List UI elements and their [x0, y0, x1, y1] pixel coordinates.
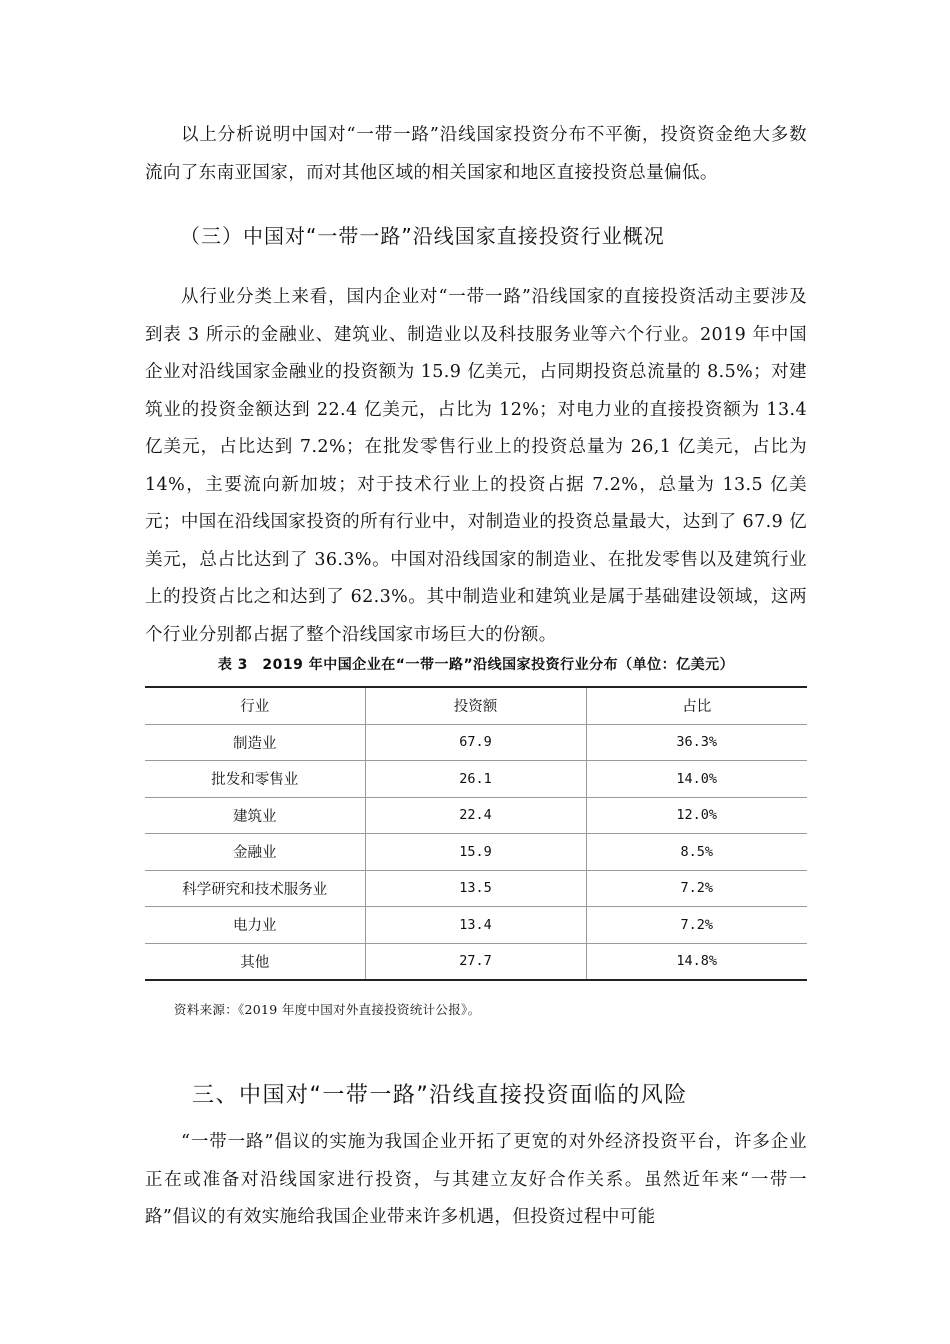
table-row: [145, 907, 807, 944]
table-row: [145, 761, 807, 798]
paragraph-analysis-summary: 以上分析说明中国对“一带一路”沿线国家投资分布不平衡，投资资金绝大多数流向了东南亚国家，而对其他区域的相关国家和地区直接投资总量偏低。: [145, 125, 807, 183]
cell-investment: 27.7: [365, 943, 586, 980]
cell-investment: 13.4: [365, 907, 586, 944]
table-row: [145, 724, 807, 761]
cell-share: 7.2%: [586, 907, 807, 944]
cell-share: 14.0%: [586, 761, 807, 798]
cell-investment: 15.9: [365, 834, 586, 871]
paragraph-industry-overview: 从行业分类上来看，国内企业对“一带一路”沿线国家的直接投资活动主要涉及到表 3 所示的金融业、建筑业、制造业以及科技服务业等六个行业。2019 年中国企业对沿线国家金融业的投资额为 15.9 亿美元，占同期投资总流量的 8.5%；对建筑业的投资金额达到 22.4 亿美元，占比为 12%；对电力业的直接投资额为 13.4 亿美元，占比达到 7.2%；在批发零售行业上的投资总量为 26,1 亿美元，占比为 14%，主要流向新加坡；对于技术行业上的投资占据 7.2%，总量为 13.5 亿美元；中国在沿线国家投资的所有行业中，对制造业的投资总量最大，达到了 67.9 亿美元，总占比达到了 36.3%。中国对沿线国家的制造业、在批发零售以及建筑行业上的投资占比之和达到了 62.3%。其中制造业和建筑业是属于基础建设领域，这两个行业分别都占据了整个沿线国家市场巨大的份额。: [145, 287, 807, 645]
paragraph-risk-intro: “一带一路”倡议的实施为我国企业开拓了更宽的对外经济投资平台，许多企业正在或准备对沿线国家进行投资，与其建立友好合作关系。虽然近年来“一带一路”倡议的有效实施给我国企业带来许多机遇，但投资过程中可能: [145, 1132, 807, 1227]
table-row: [145, 797, 807, 834]
cell-share: 14.8%: [586, 943, 807, 980]
table-row: [145, 943, 807, 980]
table-header-row: [145, 687, 807, 724]
table-caption: 表 3 2019 年中国企业在“一带一路”沿线国家投资行业分布（单位：亿美元）: [217, 657, 735, 673]
table-source-note: 资料来源：《2019 年度中国对外直接投资统计公报》。: [174, 1002, 481, 1017]
cell-share: 8.5%: [586, 834, 807, 871]
table-row: [145, 870, 807, 907]
header-investment: 投资额: [365, 687, 586, 724]
cell-share: 12.0%: [586, 797, 807, 834]
section-subheading: （三）中国对“一带一路”沿线国家直接投资行业概况: [180, 224, 665, 248]
table-row: [145, 834, 807, 871]
cell-industry: 电力业: [233, 918, 277, 935]
cell-industry: 金融业: [233, 845, 277, 862]
cell-industry: 批发和零售业: [211, 772, 299, 789]
cell-share: 36.3%: [586, 724, 807, 761]
cell-industry: 科学研究和技术服务业: [182, 881, 328, 898]
cell-industry: 其他: [240, 954, 270, 971]
cell-investment: 13.5: [365, 870, 586, 907]
cell-share: 7.2%: [586, 870, 807, 907]
cell-investment: 26.1: [365, 761, 586, 798]
cell-industry: 制造业: [233, 735, 277, 752]
industry-distribution-table: [145, 686, 807, 981]
header-share: 占比: [586, 687, 807, 724]
header-industry: 行业: [240, 699, 270, 716]
cell-investment: 22.4: [365, 797, 586, 834]
section-heading: 三、中国对“一带一路”沿线直接投资面临的风险: [192, 1083, 688, 1108]
cell-investment: 67.9: [365, 724, 586, 761]
cell-industry: 建筑业: [233, 808, 277, 825]
